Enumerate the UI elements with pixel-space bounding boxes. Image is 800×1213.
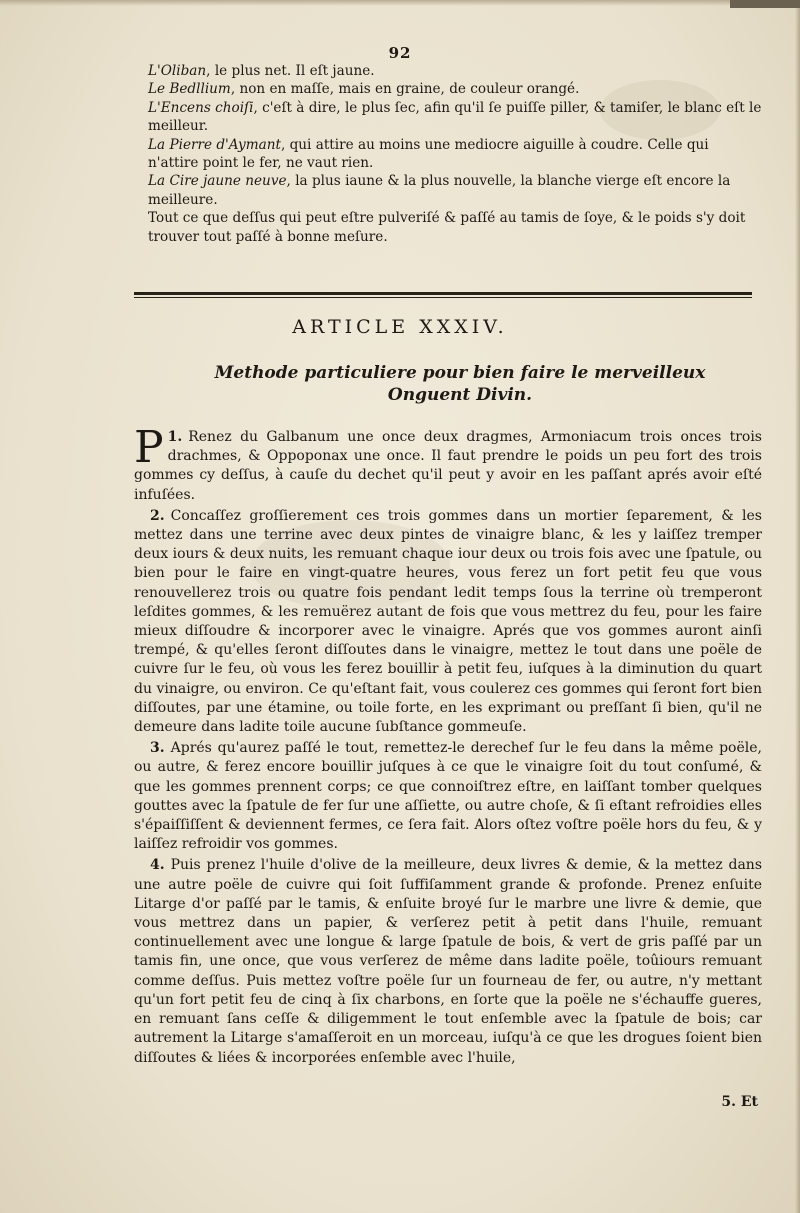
ingredient-list: [130, 62, 762, 246]
paragraph-4: 4. Puis prenez l'huile d'olive de la meilleure, deux livres & demie, & la mettez dans une autre poële de cuivre qui ſoit ſuffiſamment grande & profonde. Prenez enſuite Litarge d'or paſſé par le tamis, & enſuite broyé ſur le marbre une livre & demie, que vous mettrez dans un papier, & verſerez petit à petit dans l'huile, remuant continuellement avec une longue & large ſpatule de bois, & vert de gris paſſé par un tamis fin, une once, que vous verſerez de même dans ladite poële, toûiours remuant comme deſſus. Puis mettez voſtre poële ſur un fourneau de fer, ou autre, n'y mettant qu'un fort petit feu de cinq à ſix charbons, en ſorte que la poële ne s'échauffe gueres, en remuant ſans ceſſe & diligemment le tout enſemble avec la ſpatule de bois; car autrement la Litarge s'amaſſeroit en un morceau, iuſqu'à ce que les drogues ſoient bien diſſoutes & liées & incorporées enſemble avec l'huile,: [134, 857, 762, 1066]
section-divider: [134, 292, 752, 298]
catchword: 5. Et: [721, 1094, 758, 1110]
drop-cap: P: [134, 422, 164, 473]
paragraph-number: 2.: [150, 507, 165, 524]
page-top-edge: [0, 0, 800, 6]
article-title: ARTICLE XXXIV.: [292, 316, 508, 338]
ingredient-item: Le Bedllium, non en maſſe, mais en graine, de couleur orangé.: [148, 81, 580, 98]
binding-corner: [730, 0, 800, 8]
article-subtitle: [200, 362, 720, 406]
paragraph-number: 3.: [150, 740, 165, 757]
page-number: 92: [388, 44, 412, 62]
ingredient-item: La Pierre d'Aymant, qui attire au moins une mediocre aiguille à coudre. Celle qui n'attire point le fer, ne vaut rien.: [148, 136, 709, 172]
article-body: [134, 422, 762, 1070]
page-right-edge: [795, 0, 800, 1213]
closing-note: Tout ce que deſſus qui peut eſtre pulveriſé & paſſé au tamis de ſoye, & le poids s'y doit trouver tout paſſé à bonne meſure.: [148, 210, 746, 245]
ingredient-item: La Cire jaune neuve, la plus iaune & la plus nouvelle, la blanche vierge eſt encore la meilleure.: [148, 173, 731, 208]
paragraph-number: 4.: [150, 857, 165, 874]
subtitle-line-2: Onguent Divin.: [387, 385, 533, 405]
ingredient-item: L'Encens choiſi, c'eſt à dire, le plus ſec, afin qu'il ſe puiſſe piller, & tamiſer, le blanc eſt le meilleur.: [148, 99, 762, 135]
paragraph-number: 1.: [167, 429, 183, 445]
ingredient-item: L'Oliban, le plus net. Il eſt jaune.: [148, 63, 375, 79]
paragraph-2: 2. Concaſſez groſſierement ces trois gommes dans un mortier ſeparement, & les mettez dans une terrine avec deux pintes de vinaigre blanc, & les y laiſſez tremper deux iours & deux nuits, les remuant chaque iour deux ou trois fois avec une ſpatule, ou bien pour le faire en vingt-quatre heures, vous ferez un fort petit feu que vous renouvellerez trois ou quatre fois pendant ledit temps ſous la terrine où tremperont leſdites gommes, & les remuërez autant de fois que vous mettrez du feu, pour les faire mieux diſſoudre & incorporer avec le vinaigre. Aprés que vos gommes auront ainſi trempé, & qu'elles ſeront diſſoutes dans le vinaigre, mettez le tout dans une poële de cuivre ſur le feu, où vous les ferez bouillir à petit feu, iuſques à la diminution du quart du vinaigre, ou environ. Ce qu'eſtant fait, vous coulerez ces gommes qui ſeront fort bien diſſoutes, par une étamine, ou toile forte, en les exprimant ou preſſant ſi bien, qu'il ne demeure dans ladite toile aucune ſubſtance gommeuſe.: [134, 507, 762, 736]
paragraph-3: 3. Aprés qu'aurez paſſé le tout, remettez-le derechef ſur le feu dans la même poële, ou autre, & ferez encore bouillir juſques à ce que le vinaigre ſoit du tout conſumé, & que les gommes prennent corps; ce que connoiſtrez eſtre, en laiſſant tomber quelques gouttes avec la ſpatule de fer ſur une aſſiette, ou autre choſe, & ſi eſtant refroidies elles s'épaiſſiſſent & deviennent fermes, ce ſera fait. Alors oſtez voſtre poële hors du feu, & y laiſſez refroidir vos gommes.: [134, 740, 762, 853]
subtitle-line-1: Methode particuliere pour bien faire le merveilleux: [214, 363, 706, 383]
paragraph-1: 1. P Renez du Galbanum une once deux dragmes, Armoniacum trois onces trois drachmes, & Oppoponax une once. Il faut prendre le poids un peu fort des trois gommes cy deſſus, à cauſe du dechet qu'il peut y avoir en les paſſant aprés avoir eſté infuſées.: [134, 422, 762, 503]
